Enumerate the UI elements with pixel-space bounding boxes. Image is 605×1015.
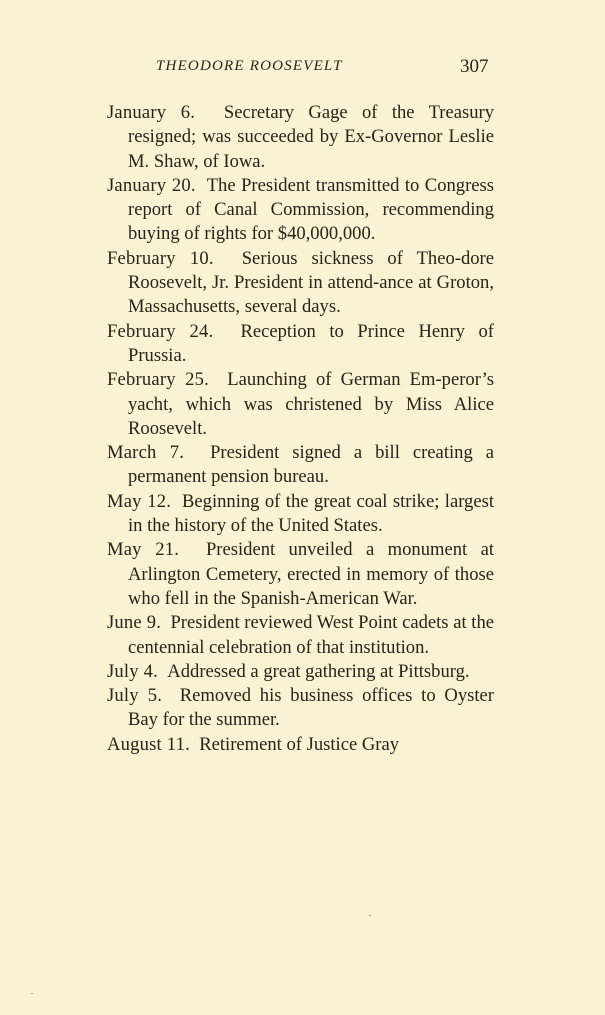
- chronology-entry: [107, 733, 494, 757]
- chronology-entry: [107, 101, 494, 174]
- paper-speck: [369, 915, 371, 916]
- chronology-entry: [107, 247, 494, 320]
- entry-date: March 7.: [107, 442, 185, 464]
- chronology-entry: [107, 368, 494, 441]
- chronology-entry: [107, 320, 494, 369]
- entry-text: President unveiled a monument at Arlington Cemetery, erected in memory of those who fell in the Spanish-American War.: [128, 539, 495, 609]
- chronology-list: [107, 101, 494, 757]
- entry-text: Beginning of the great coal strike; largest in the history of the United States.: [128, 490, 495, 537]
- entry-date: February 25.: [107, 369, 209, 391]
- entry-date: June 9.: [107, 612, 162, 634]
- chronology-entry: [107, 611, 494, 660]
- entry-text: President reviewed West Point cadets at the centennial celebration of that institution.: [128, 612, 495, 658]
- chronology-entry: [107, 538, 494, 611]
- entry-text: Removed his business offices to Oyster Bay for the summer.: [128, 685, 494, 731]
- chronology-entry: [107, 490, 494, 539]
- entry-date: May 21.: [107, 539, 180, 561]
- running-head: [0, 56, 605, 84]
- chronology-entry: [107, 441, 494, 490]
- entry-text: Launching of German Em-peror’s yacht, which was christened by Miss Alice Roosevelt.: [128, 369, 495, 439]
- entry-date: July 5.: [107, 685, 163, 707]
- entry-text: President signed a bill creating a permanent pension bureau.: [128, 442, 494, 488]
- entry-text: Serious sickness of Theo-dore Roosevelt, Jr. President in attend-ance at Groton, Massachusetts, several days.: [128, 247, 494, 318]
- paper-speck: [31, 993, 33, 994]
- entry-date: February 10.: [107, 247, 214, 269]
- entry-date: August 11.: [107, 733, 190, 755]
- entry-date: January 20.: [107, 174, 196, 196]
- entry-text: Reception to Prince Henry of Prussia.: [128, 320, 494, 366]
- chronology-entry: [107, 660, 494, 684]
- entry-date: February 24.: [107, 320, 214, 342]
- entry-date: May 12.: [107, 490, 172, 512]
- entry-text: The President transmitted to Congress report of Canal Commission, recommending buying of rights for $40,000,000.: [128, 174, 495, 245]
- entry-date: January 6.: [107, 102, 196, 123]
- entry-text: Addressed a great gathering at Pittsburg.: [167, 660, 470, 682]
- entry-text: Retirement of Justice Gray: [199, 733, 400, 755]
- entry-text: Secretary Gage of the Treasury resigned; was succeeded by Ex-Governor Leslie M. Shaw, of Iowa.: [128, 102, 495, 172]
- entry-date: July 4.: [107, 660, 158, 682]
- chronology-entry: [107, 174, 494, 247]
- chronology-entry: [107, 684, 494, 733]
- running-title: THEODORE ROOSEVELT: [156, 58, 343, 74]
- page-number: 307: [460, 56, 489, 77]
